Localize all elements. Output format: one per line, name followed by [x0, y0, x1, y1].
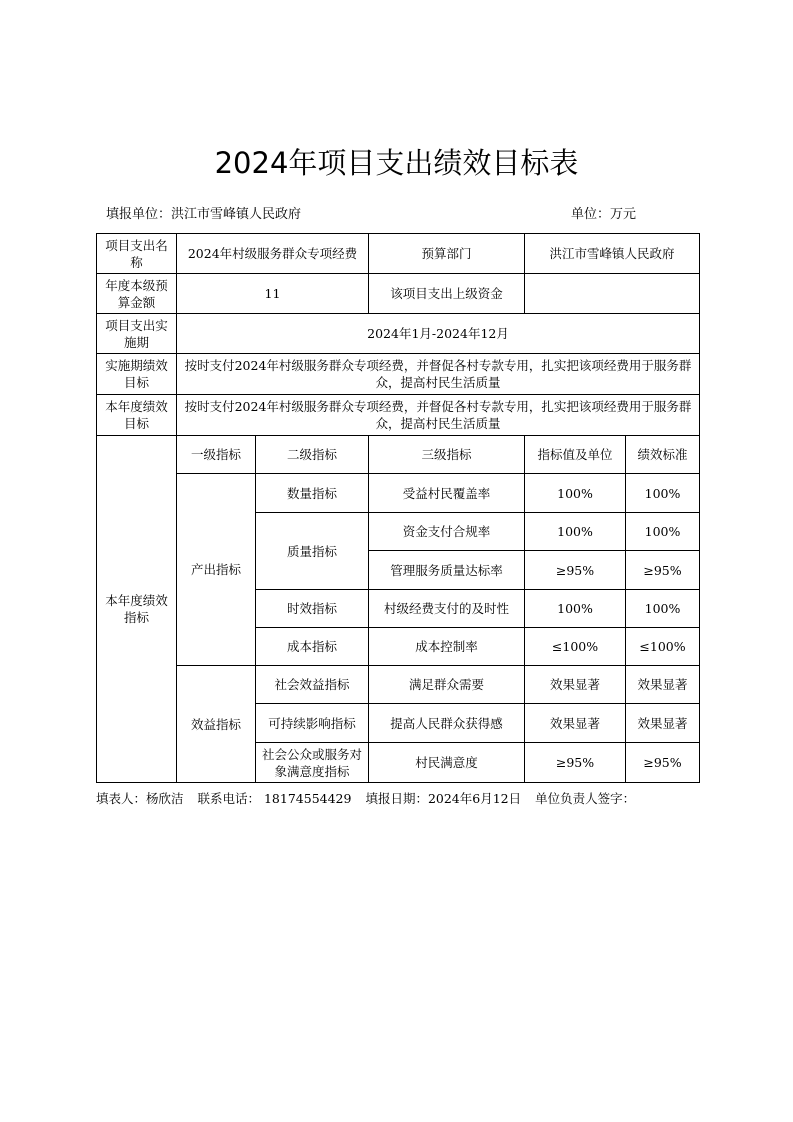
indicator-value: ≤100%	[525, 628, 626, 666]
phone: 联系电话： 18174554429	[197, 791, 352, 806]
table-row	[97, 354, 700, 395]
cost-label: 成本指标	[256, 628, 369, 666]
annual-budget-value: 11	[177, 274, 369, 314]
period-goal-label: 实施期绩效目标	[97, 354, 177, 395]
quantity-label: 数量指标	[256, 474, 369, 513]
year-goal-value: 按时支付2024年村级服务群众专项经费，并督促各村专款专用，扎实把该项经费用于服务群众，提高村民生活质量	[177, 395, 700, 436]
upper-funds-label: 该项目支出上级资金	[369, 274, 525, 314]
sustain-label: 可持续影响指标	[256, 704, 369, 743]
benefit-indicator-label: 效益指标	[177, 666, 256, 783]
performance-table	[96, 233, 700, 783]
period-value: 2024年1月-2024年12月	[177, 314, 700, 354]
indicator-standard: 效果显著	[626, 704, 700, 743]
header-level-2: 二级指标	[256, 436, 369, 474]
year-goal-label: 本年度绩效目标	[97, 395, 177, 436]
social-benefit-label: 社会效益指标	[256, 666, 369, 704]
dept-value: 洪江市雪峰镇人民政府	[525, 234, 700, 274]
header-standard: 绩效标准	[626, 436, 700, 474]
indicator-name: 资金支付合规率	[369, 513, 525, 551]
project-name-value: 2024年村级服务群众专项经费	[177, 234, 369, 274]
indicator-section-label: 本年度绩效指标	[97, 436, 177, 783]
indicator-name: 管理服务质量达标率	[369, 551, 525, 590]
reporting-unit: 填报单位：洪江市雪峰镇人民政府	[106, 207, 302, 222]
satisfaction-label: 社会公众或服务对象满意度指标	[256, 743, 369, 783]
indicator-value: 效果显著	[525, 666, 626, 704]
upper-funds-value	[525, 274, 700, 314]
fill-date: 填报日期：2024年6月12日	[365, 791, 522, 806]
filler: 填表人：杨欣洁	[96, 791, 184, 806]
indicator-standard: 100%	[626, 474, 700, 513]
table-row	[97, 234, 700, 274]
header-level-3: 三级指标	[369, 436, 525, 474]
indicator-value: ≥95%	[525, 743, 626, 783]
indicator-standard: 100%	[626, 590, 700, 628]
period-goal-value: 按时支付2024年村级服务群众专项经费，并督促各村专款专用，扎实把该项经费用于服务群众，提高村民生活质量	[177, 354, 700, 395]
footer	[96, 790, 746, 807]
indicator-value: 效果显著	[525, 704, 626, 743]
indicator-name: 提高人民群众获得感	[369, 704, 525, 743]
table-row	[97, 314, 700, 354]
indicator-value: 100%	[525, 590, 626, 628]
indicator-name: 满足群众需要	[369, 666, 525, 704]
indicator-value: ≥95%	[525, 551, 626, 590]
indicator-standard: ≥95%	[626, 743, 700, 783]
indicator-name: 村级经费支付的及时性	[369, 590, 525, 628]
project-name-label: 项目支出名称	[97, 234, 177, 274]
indicator-standard: 100%	[626, 513, 700, 551]
table-row	[97, 474, 700, 513]
indicator-standard: ≥95%	[626, 551, 700, 590]
quality-label: 质量指标	[256, 513, 369, 590]
period-label: 项目支出实施期	[97, 314, 177, 354]
header-level-1: 一级指标	[177, 436, 256, 474]
indicator-value: 100%	[525, 513, 626, 551]
table-row	[97, 666, 700, 704]
annual-budget-label: 年度本级预算金额	[97, 274, 177, 314]
output-indicator-label: 产出指标	[177, 474, 256, 666]
table-row	[97, 274, 700, 314]
header-value: 指标值及单位	[525, 436, 626, 474]
table-row	[97, 395, 700, 436]
currency-unit: 单位：万元	[571, 207, 637, 222]
timeliness-label: 时效指标	[256, 590, 369, 628]
indicator-standard: 效果显著	[626, 666, 700, 704]
indicator-name: 受益村民覆盖率	[369, 474, 525, 513]
table-row	[97, 436, 700, 474]
page-title: 2024年项目支出绩效目标表	[214, 146, 579, 180]
indicator-name: 成本控制率	[369, 628, 525, 666]
indicator-standard: ≤100%	[626, 628, 700, 666]
signature-label: 单位负责人签字：	[535, 791, 636, 806]
dept-label: 预算部门	[369, 234, 525, 274]
indicator-value: 100%	[525, 474, 626, 513]
indicator-name: 村民满意度	[369, 743, 525, 783]
